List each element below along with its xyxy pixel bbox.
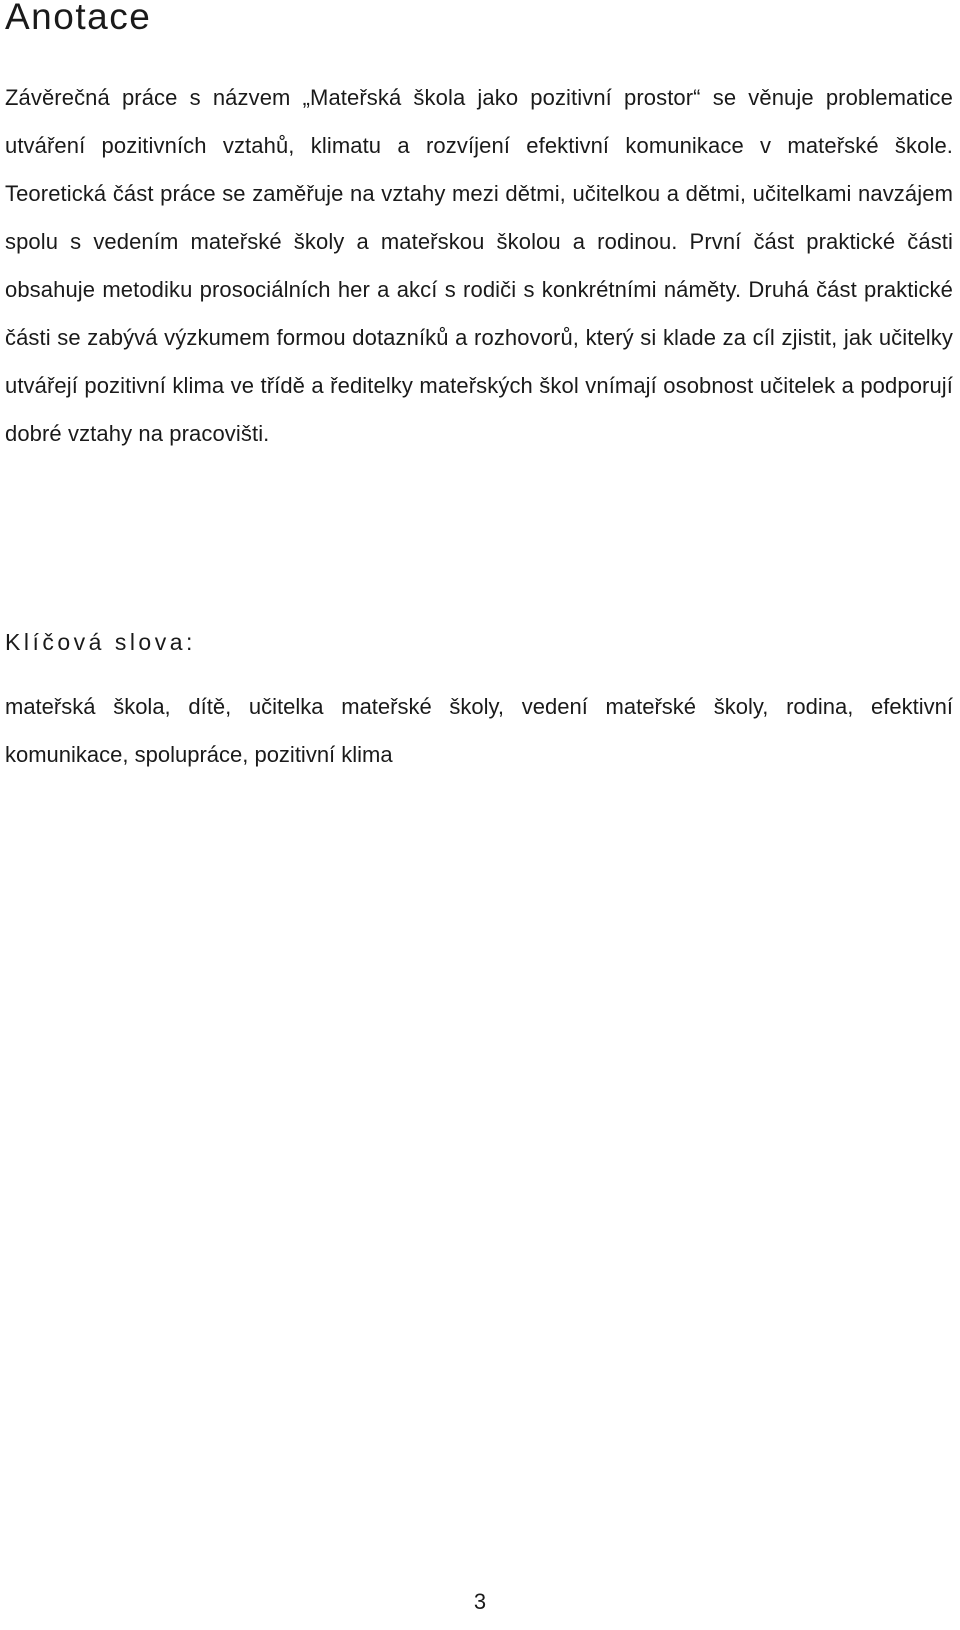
keywords-heading: Klíčová slova: <box>5 629 196 655</box>
abstract-paragraph: Závěrečná práce s názvem „Mateřská škola jako pozitivní prostor“ se věnuje problematice utváření pozitivních vztahů, klimatu a rozvíjení efektivní komunikace v mateřské škole. Teoretická část práce se zaměřuje na vztahy mezi dětmi, učitelkou a dětmi, učitelkami navzájem spolu s vedením mateřské školy a mateřskou školou a rodinou. První část praktické části obsahuje metodiku prosociálních her a akcí s rodiči s konkrétními náměty. Druhá část praktické části se zabývá výzkumem formou dotazníků a rozhovorů, který si klade za cíl zjistit, jak učitelky utvářejí pozitivní klima ve třídě a ředitelky mateřských škol vnímají osobnost učitelek a podporují dobré vztahy na pracovišti. <box>5 85 953 446</box>
page-number: 3 <box>473 1589 487 1614</box>
keywords-paragraph: mateřská škola, dítě, učitelka mateřské školy, vedení mateřské školy, rodina, efektivní komunikace, spolupráce, pozitivní klima <box>5 694 953 767</box>
document-page <box>5 0 953 767</box>
page-title: Anotace <box>5 0 152 37</box>
